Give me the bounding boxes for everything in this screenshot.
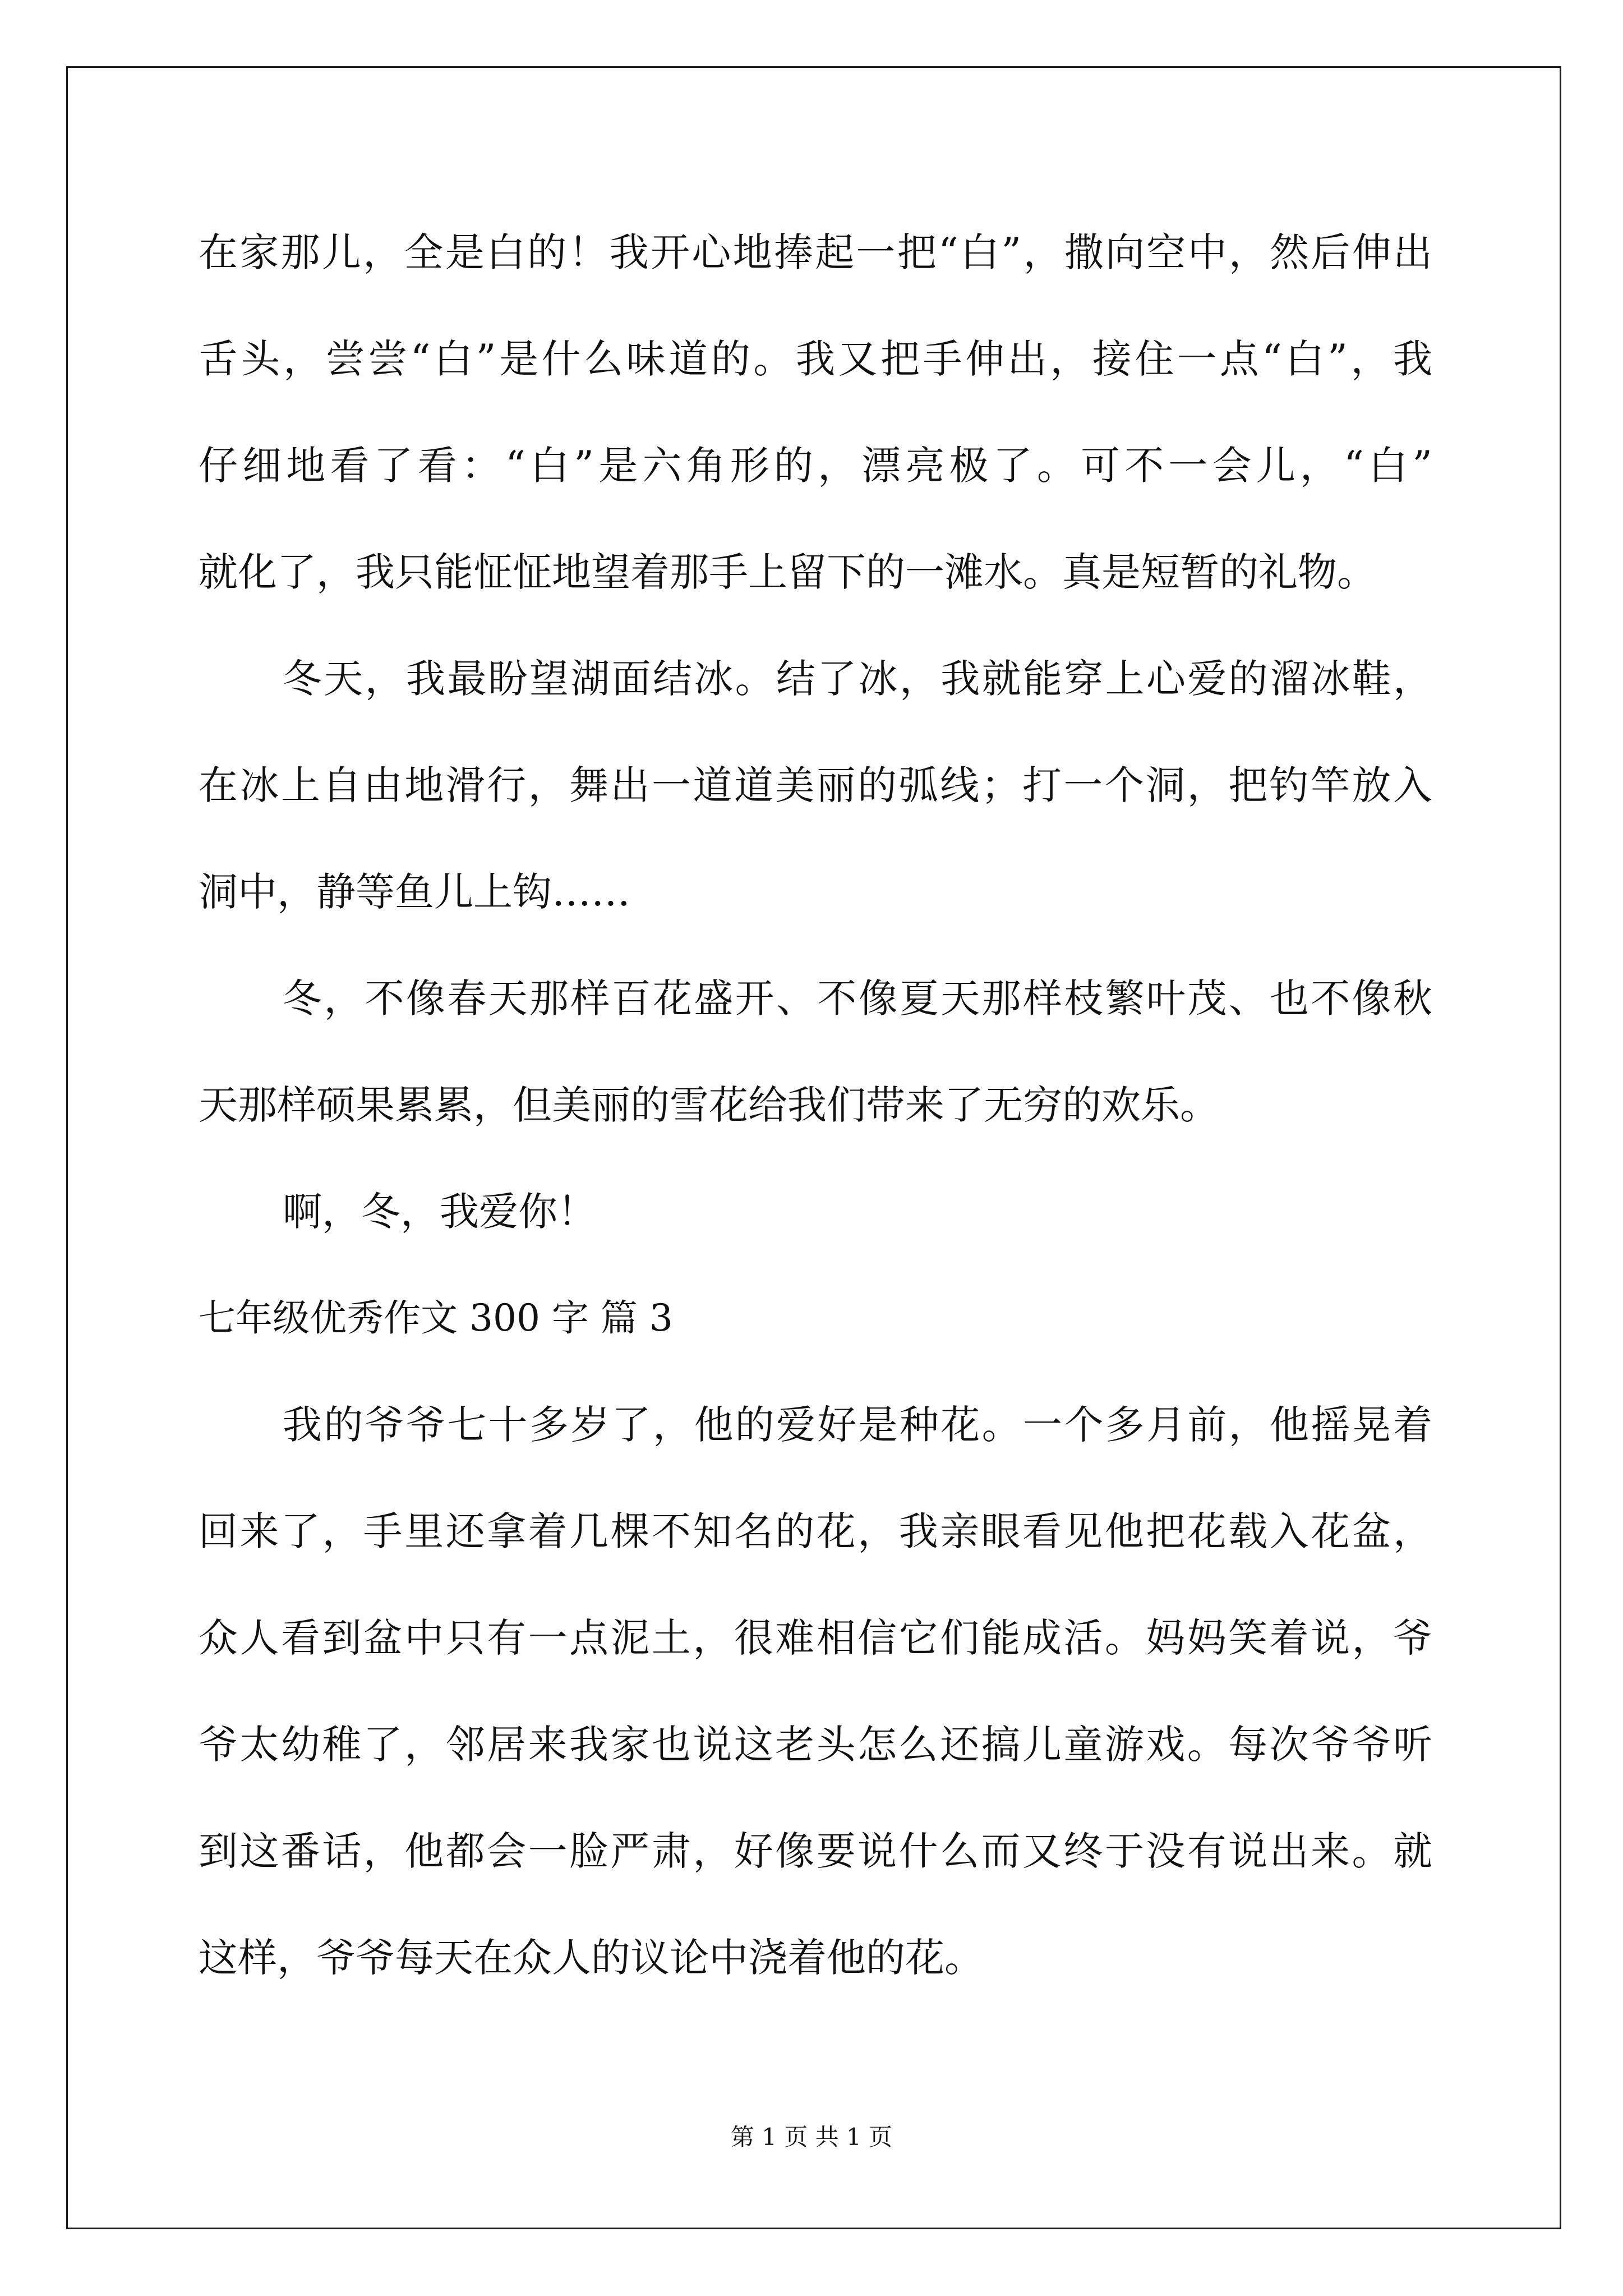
text-line: 仔细地看了看：“白”是六角形的，漂亮极了。可不一会儿，“白” xyxy=(199,443,1432,489)
section-heading: 七年级优秀作文 300 字 篇 3 xyxy=(199,1296,673,1340)
paragraph-start-line: 冬，不像春天那样百花盛开、不像夏天那样枝繁叶茂、也不像秋 xyxy=(283,976,1432,1022)
text-line: 舌头，尝尝“白”是什么味道的。我又把手伸出，接住一点“白”，我 xyxy=(199,336,1432,382)
text-line: 就化了，我只能怔怔地望着那手上留下的一滩水。真是短暂的礼物。 xyxy=(199,549,1376,595)
text-line: 天那样硕果累累，但美丽的雪花给我们带来了无穷的欢乐。 xyxy=(199,1082,1219,1128)
paragraph-start-line: 我的爷爷七十多岁了，他的爱好是种花。一个多月前，他摇晃着 xyxy=(283,1402,1432,1448)
text-line: 到这番话，他都会一脸严肃，好像要说什么而又终于没有说出来。就 xyxy=(199,1828,1432,1874)
paragraph-start-line: 冬天，我最盼望湖面结冰。结了冰，我就能穿上心爱的溜冰鞋， xyxy=(283,656,1432,702)
text-line: 在冰上自由地滑行，舞出一道道美丽的弧线；打一个洞，把钓竿放入 xyxy=(199,762,1432,808)
text-line: 在家那儿，全是白的！我开心地捧起一把“白”，撒向空中，然后伸出 xyxy=(199,229,1432,275)
text-line: 这样，爷爷每天在众人的议论中浇着他的花。 xyxy=(199,1935,984,1981)
paragraph-start-line: 啊，冬，我爱你！ xyxy=(283,1189,597,1235)
text-line: 回来了，手里还拿着几棵不知名的花，我亲眼看见他把花载入花盆， xyxy=(199,1508,1432,1554)
page-number-footer: 第 1 页 共 1 页 xyxy=(730,2123,893,2151)
text-line: 爷太幼稚了，邻居来我家也说这老头怎么还搞儿童游戏。每次爷爷听 xyxy=(199,1722,1432,1768)
text-line: 众人看到盆中只有一点泥土，很难相信它们能成活。妈妈笑着说，爷 xyxy=(199,1615,1432,1661)
text-line: 洞中，静等鱼儿上钩…… xyxy=(199,869,630,915)
